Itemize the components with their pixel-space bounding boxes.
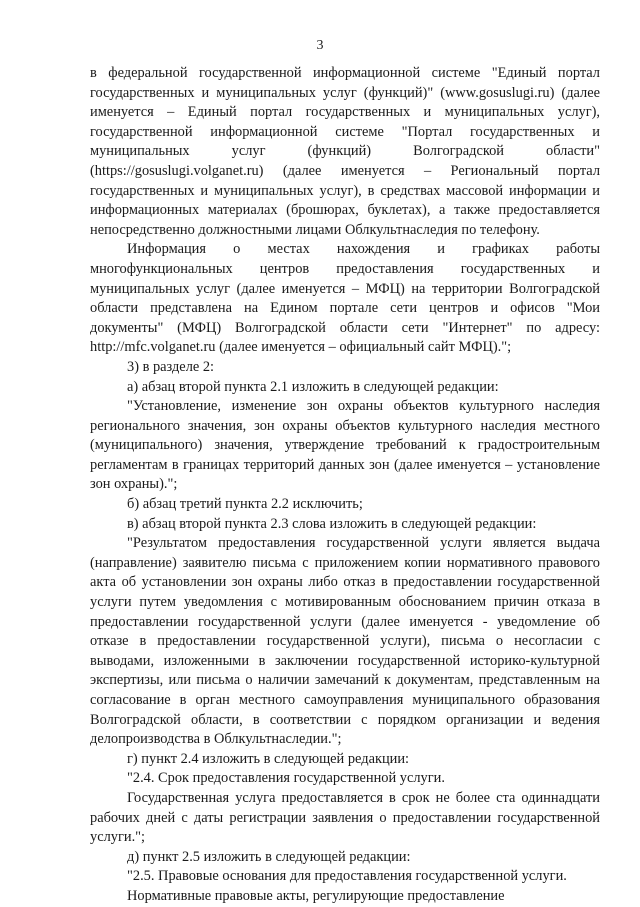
paragraph: "2.5. Правовые основания для предоставления государственной услуги.: [127, 868, 567, 885]
paragraph: "2.4. Срок предоставления государственной услуги.: [127, 770, 445, 787]
paragraph: д) пункт 2.5 изложить в следующей редакции:: [127, 848, 411, 865]
paragraph: Нормативные правовые акты, регулирующие предоставление: [127, 887, 505, 904]
paragraph: Государственная услуга предоставляется в срок не более ста одиннадцати рабочих дней с даты регистрации заявления о предоставлении государственной услуги.";: [90, 789, 600, 846]
paragraph: в федеральной государственной информационной системе "Единый портал государственных и муниципальных услуг (функций)" (www.gosuslugi.ru) (далее именуется – Единый портал государственных и муниципальных услуг), государственной информационной системе "Портал государственных и муниципальных услуг (функций) Волгоградской области" (https://gosuslugi.volganet.ru) (далее именуется – Региональный портал государственных и муниципальных услуг), в средствах массовой информации и информационных материалах (брошюрах, буклетах), а также предоставляется непосредственно должностными лицами Облкультнаследия по телефону.: [90, 65, 600, 238]
paragraph: г) пункт 2.4 изложить в следующей редакции:: [127, 750, 410, 767]
paragraph: "Установление, изменение зон охраны объектов культурного наследия регионального значения, зон охраны объектов культурного наследия местного (муниципального) значения, утверждение требований к градостроительным регламентам в границах территорий данных зон (далее именуется – установление зон охраны).";: [90, 398, 600, 493]
document-body: [90, 64, 600, 907]
paragraph: "Результатом предоставления государственной услуги является выдача (направление) заявителю письма с приложением копии нормативного правового акта об установлении зон охраны либо отказ в предоставлении государственной услуги путем уведомления с мотивированным обоснованием причин отказа в предоставлении государственной услуги (далее именуется - уведомление об отказе в предоставлении государственной услуги), письма о несогласии с выводами, изложенными в заключении государственной историко-культурной экспертизы, или письма о наличии замечаний к документам, представленным на согласование в орган местного самоуправления муниципального образования Волгоградской области, в соответствии с порядком организации и ведения делопроизводства в Облкультнаследии.";: [90, 535, 600, 748]
page-number: 3: [316, 38, 324, 53]
paragraph: б) абзац третий пункта 2.2 исключить;: [127, 496, 363, 513]
paragraph: Информация о местах нахождения и графиках работы многофункциональных центров предоставления государственных и муниципальных услуг (далее именуется – МФЦ) на территории Волгоградской области представлена на Едином портале сети центров и офисов "Мои документы" (МФЦ) Волгоградской области сети "Интернет" по адресу: http://mfc.volganet.ru (далее именуется – официальный сайт МФЦ).";: [90, 241, 600, 356]
paragraph: а) абзац второй пункта 2.1 изложить в следующей редакции:: [127, 378, 499, 395]
paragraph: в) абзац второй пункта 2.3 слова изложить в следующей редакции:: [127, 515, 537, 532]
paragraph: 3) в разделе 2:: [127, 358, 215, 375]
